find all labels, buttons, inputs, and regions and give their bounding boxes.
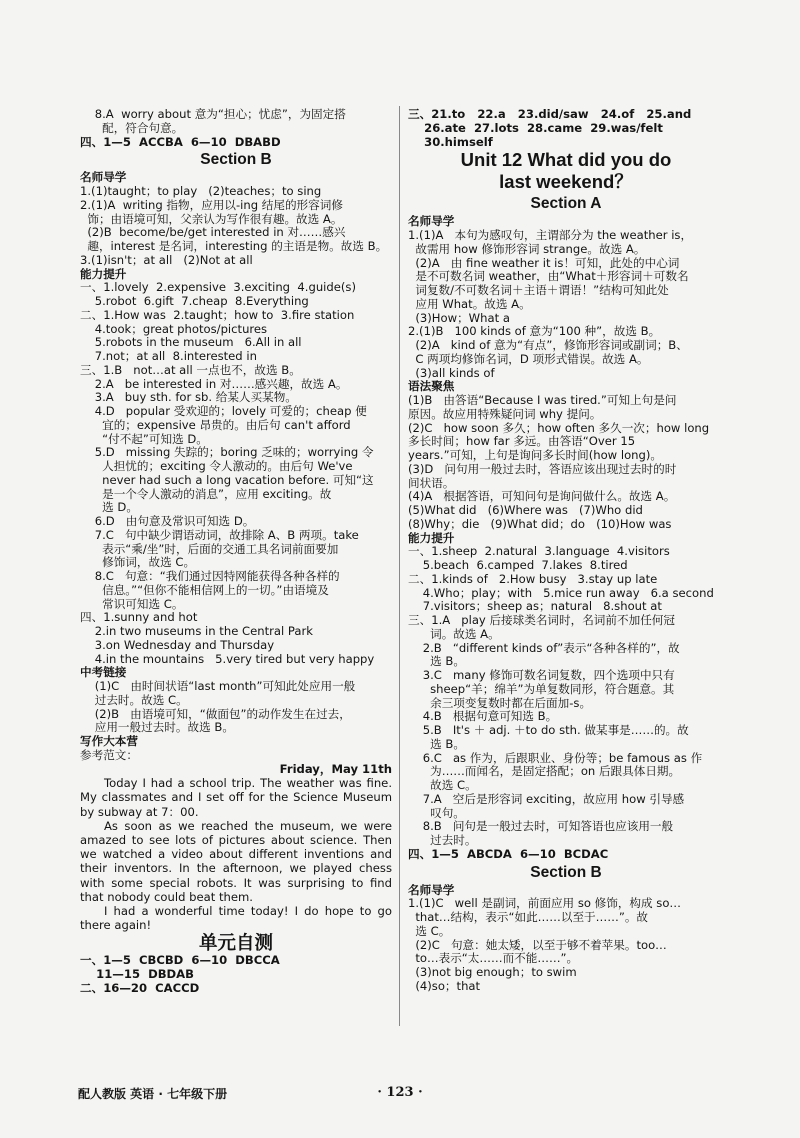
essay-paragraph: I had a wonderful time today! I do hope to go there again! [80,904,392,933]
text-line: (3)not big enough；to swim [408,966,577,979]
subsection-heading: 二、16—20 CACCD [80,981,200,995]
text-line: 常识可知选 C。 [80,597,184,611]
text-line: 词。故选 A。 [408,627,500,641]
section-heading: Section B [200,151,272,169]
text-line: 过去时。故选 C。 [80,693,188,707]
text-line: 故需用 how 修饰形容词 strange。故选 A。 [408,242,646,256]
subsection-heading: 名师导学 [408,215,455,229]
text-line: (4)A 根据答语，可知问句是询问做什么。故选 A。 [408,490,676,504]
subsection-heading: 四、1—5 ACCBA 6—10 DBABD [80,135,281,149]
text-line: 三、1.B not…at all 一点也不，故选 B。 [80,363,301,377]
text-line: (5)What did (6)Where was (7)Who did [408,504,643,517]
text-line: 选 B。 [408,737,465,751]
text-line: 一、1.sheep 2.natural 3.language 4.visitors [408,545,670,559]
column-divider [399,106,400,1026]
page-number: · 123 · [377,1085,423,1100]
text-line: years.”可知，上句是询问多长时间(how long)。 [408,449,662,462]
text-line: 3.A buy sth. for sb. 给某人买某物。 [80,391,297,405]
subsection-heading: 26.ate 27.lots 28.came 29.was/felt [408,121,663,135]
text-line: C 两项均修饰名词，D 项形式错误。故选 A。 [408,352,649,366]
text-line: 2.(1)B 100 kinds of 意为“100 种”，故选 B。 [408,325,661,339]
subsection-heading: 能力提升 [408,531,455,545]
subsection-heading: 写作大本营 [80,735,138,748]
text-line: 表示“乘/坐”时，后面的交通工具名词前面要加 [80,542,339,556]
text-line: 8.B 问句是一般过去时，可知答语也应该用一般 [408,820,674,834]
text-line: sheep“羊；绵羊”为单复数同形，符合题意。其 [408,682,675,696]
unit-heading: 单元自测 [198,932,273,954]
text-line: 2.(1)A writing 指物，应用以-ing 结尾的形容词修 [80,198,343,212]
subsection-heading: 能力提升 [80,267,127,281]
text-line: (2)B become/be/get interested in 对……感兴 [80,226,346,240]
subsection-heading: 11—15 DBDAB [80,968,194,982]
text-line: 一、1.lovely 2.expensive 3.exciting 4.guide(s) [80,281,356,295]
text-line: that…结构，表示“如此……以至于……”。故 [408,911,649,924]
text-line: (3)all kinds of [408,366,495,380]
text-line: 4.B 根据句意可知选 B。 [408,710,558,724]
text-line: 3.C many 修饰可数名词复数，四个选项中只有 [408,669,675,682]
text-line: 8.A worry about 意为“担心；忧虑”，为固定搭 [80,108,346,121]
unit-heading: Unit 12 What did you do [460,149,672,171]
text-line: 人担忧的；exciting 令人激动的。由后句 We've [80,460,353,473]
text-line: 间状语。 [408,476,455,490]
text-line: 5.beach 6.camped 7.lakes 8.tired [408,559,628,572]
text-line: 7.A 空后是形容词 exciting，故应用 how 引导感 [408,792,685,806]
text-line: 8.C 句意：“我们通过因特网能获得各种各样的 [80,570,340,583]
text-line: 6.D 由句意及常识可知选 D。 [80,515,255,528]
text-line: 4.Who；play；with 5.mice run away 6.a second [408,586,714,600]
subsection-heading: 中考链接 [80,666,127,680]
book-info-footer: 配人教版 英语 · 七年级下册 [78,1087,228,1101]
text-line: 余三项变复数时都在后面加-s。 [408,696,592,710]
right-column [408,108,724,994]
text-line: 参考范文： [80,748,138,762]
text-line: 4.in the mountains 5.very tired but very happy [80,652,375,666]
text-line: 1.(1)A 本句为感叹句，主谓部分为 the weather is， [408,229,693,242]
text-line: 选 B。 [408,655,465,669]
text-line: 2.in two museums in the Central Park [80,625,313,638]
text-line: 6.C as 作为，后跟职业、身份等；be famous as 作 [408,751,703,765]
text-line: (4)so；that [408,979,481,993]
text-line: (2)B 由语境可知，“做面包”的动作发生在过去， [80,707,351,721]
text-line: 3.(1)isn't；at all (2)Not at all [80,253,253,267]
text-line: “付不起”可知选 D。 [80,432,208,446]
text-line: never had such a long vacation before. 可知“这 [80,473,374,487]
subsection-heading: 四、1—5 ABCDA 6—10 BCDAC [408,847,609,861]
subsection-heading: 三、21.to 22.a 23.did/saw 24.of 25.and [408,108,692,121]
unit-heading: last weekend？ [499,171,633,193]
text-line: 选 D。 [80,501,138,515]
text-line: 是一个令人激动的消息”，应用 exciting。故 [80,487,332,501]
text-line: 修饰词，故选 C。 [80,556,196,570]
text-line: 1.(1)taught；to play (2)teaches；to sing [80,185,322,198]
text-line: 四、1.sunny and hot [80,611,198,625]
text-line: 故选 C。 [408,779,477,792]
text-line: (2)A kind of 意为“有点”，修饰形容词或副词；B、 [408,339,688,352]
text-line: 多长时间；how far 多远。由答语“Over 15 [408,435,636,449]
text-line: 7.C 句中缺少谓语动词，故排除 A、B 两项。take [80,528,359,542]
text-line: (3)How；What a [408,311,510,325]
section-heading: Section B [530,863,602,881]
text-line: 5.B It's ＋ adj. ＋to do sth. 做某事是……的。故 [408,724,689,737]
text-line: 二、1.How was 2.taught；how to 3.fire station [80,308,355,322]
text-line: 趣，interest 是名词，interesting 的主语是物。故选 B。 [80,240,388,253]
text-line: 5.D missing 失踪的；boring 乏味的；worrying 令 [80,446,374,460]
subsection-heading: 名师导学 [408,883,455,897]
text-line: 饰；由语境可知，父亲认为写作很有趣。故选 A。 [80,212,343,226]
text-line: (1)C 由时间状语“last month”可知此处应用一般 [80,680,356,693]
text-line: 7.not；at all 8.interested in [80,350,257,363]
text-line: 2.A be interested in 对……感兴趣，故选 A。 [80,377,348,391]
text-line: (3)D 问句用一般过去时，答语应该出现过去时的时 [408,462,677,476]
text-line: 二、1.kinds of 2.How busy 3.stay up late [408,572,658,586]
text-line: 叹句。 [408,806,465,820]
text-line: 词复数/不可数名词＋主语＋谓语！”结构可知此处 [408,284,669,297]
text-line: 4.D popular 受欢迎的；lovely 可爱的；cheap 便 [80,405,367,418]
essay-date: Friday，May 11th [279,761,392,776]
text-line: (1)B 由答语“Because I was tired.”可知上句是问 [408,394,677,407]
text-line: (2)C how soon 多久；how often 多久一次；how long [408,421,710,435]
text-line: 5.robot 6.gift 7.cheap 8.Everything [80,295,309,308]
essay-paragraph: Today I had a school trip. The weather was fine. My classmates and I set off for the Science Museum by subway at 7：00. [80,776,392,819]
text-line: 宜的；expensive 昂贵的。由后句 can't afford [80,418,351,432]
text-line: 1.(1)C well 是副词，前面应用 so 修饰，构成 so… [408,897,682,911]
text-line: 原因。故应用特殊疑问词 why 提问。 [408,407,602,421]
subsection-heading: 一、1—5 CBCBD 6—10 DBCCA [80,954,280,968]
text-line: 3.on Wednesday and Thursday [80,638,275,652]
text-line: 选 C。 [408,924,451,938]
text-line: 应用 What。故选 A。 [408,297,531,311]
subsection-heading: 语法聚焦 [408,380,455,394]
text-line: to…表示“太……而不能……”。 [408,952,579,966]
text-line: 2.B “different kinds of”表示“各种各样的”，故 [408,641,680,655]
subsection-heading: 名师导学 [80,171,127,185]
text-line: (2)A 由 fine weather it is！可知，此处的中心词 [408,256,680,270]
text-line: 是不可数名词 weather，由“What＋形容词＋可数名 [408,270,689,284]
subsection-heading: 30.himself [408,135,493,149]
text-line: 信息。”“但你不能相信网上的一切。”由语境及 [80,583,329,597]
text-line: 为……而闻名，是固定搭配；on 后跟具体日期。 [408,765,681,779]
left-column [80,108,392,996]
text-line: 7.visitors；sheep as；natural 8.shout at [408,600,662,614]
text-line: 应用一般过去时。故选 B。 [80,721,234,735]
text-line: (2)C 句意：她太矮，以至于够不着苹果。too… [408,938,667,952]
text-line: 5.robots in the museum 6.All in all [80,336,302,350]
section-heading: Section A [530,195,602,213]
text-line: 过去时。 [408,834,477,847]
text-line: (8)Why；die (9)What did；do (10)How was [408,517,672,531]
text-line: 三、1.A play 后接球类名词时，名词前不加任何冠 [408,614,675,627]
text-line: 配，符合句意。 [80,121,184,135]
essay-paragraph: As soon as we reached the museum, we were amazed to see lots of pictures about science. Then we watched a video about different inventions and their inventors. In the afternoon, we played chess with some special robots. It was surprising to find that nobody could beat them. [80,818,392,904]
text-line: 4.took；great photos/pictures [80,322,268,336]
